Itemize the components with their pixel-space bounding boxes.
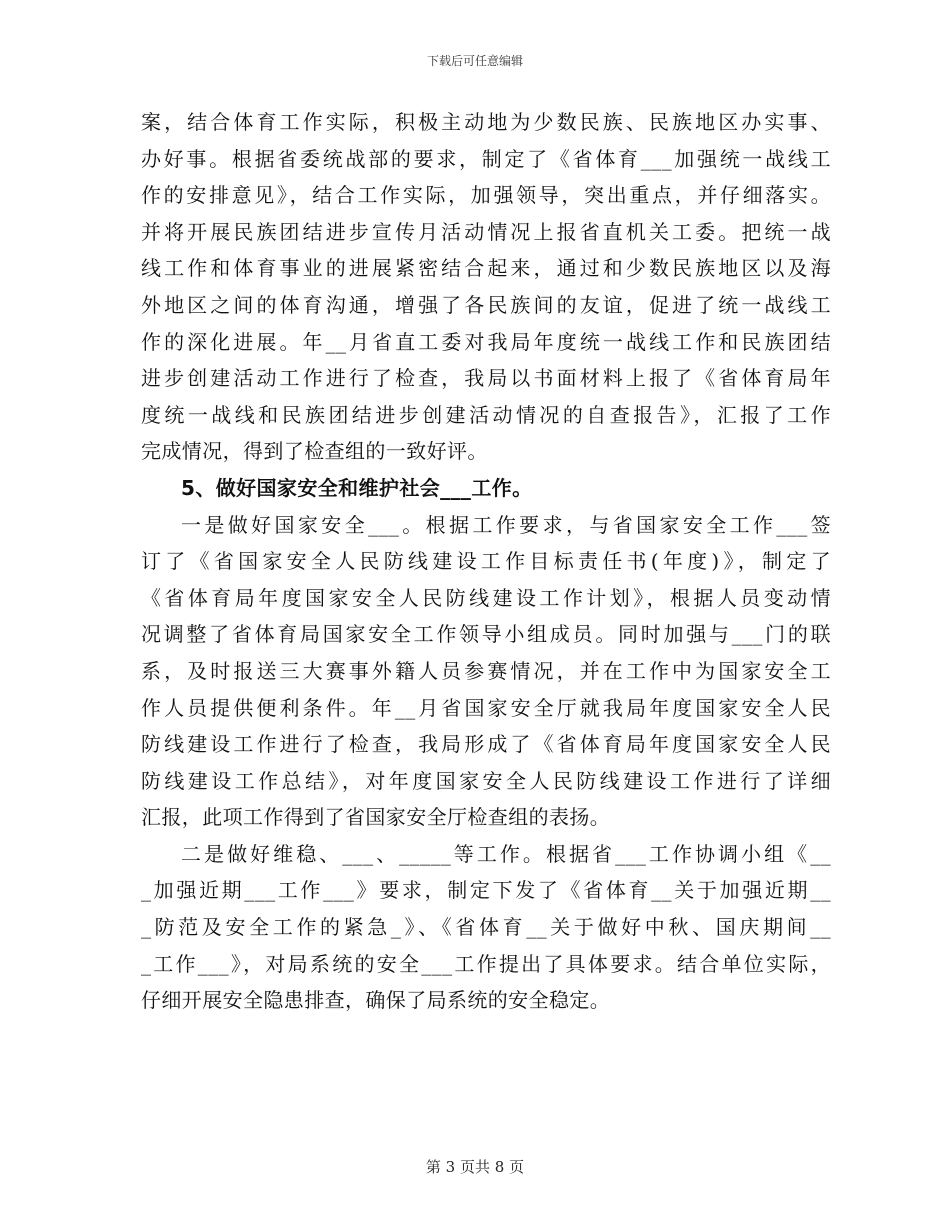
- text-line: 作人员提供便利条件。年__月省国家安全厅就我局年度国家安全人民: [141, 695, 831, 720]
- text-line: 仔细开展安全隐患排查，确保了局系统的安全稳定。: [141, 988, 611, 1013]
- text-line: 二是做好维稳、___、_____等工作。根据省___工作协调小组《__: [181, 841, 831, 866]
- document-body: [141, 104, 831, 1019]
- text-line: _工作___》，对局系统的安全___工作提出了具体要求。结合单位实际，: [141, 951, 831, 976]
- paragraph-stability: [141, 836, 831, 1019]
- text-line: 作的深化进展。年__月省直工委对我局年度统一战线工作和民族团结: [141, 329, 831, 354]
- text-line: 汇报，此项工作得到了省国家安全厅检查组的表扬。: [141, 805, 611, 830]
- text-line: 订了《省国家安全人民防线建设工作目标责任书(年度)》，制定了: [141, 549, 831, 574]
- text-line: 况调整了省体育局国家安全工作领导小组成员。同时加强与___门的联: [141, 622, 831, 647]
- text-line: 完成情况，得到了检查组的一致好评。: [141, 439, 488, 464]
- page-header: 下载后可任意编辑: [426, 54, 523, 68]
- text-line: 一是做好国家安全___。根据工作要求，与省国家安全工作___签: [181, 512, 831, 537]
- text-line: 防线建设工作进行了检查，我局形成了《省体育局年度国家安全人民: [141, 732, 831, 757]
- text-line: 外地区之间的体育沟通，增强了各民族间的友谊，促进了统一战线工: [141, 292, 831, 317]
- text-line: 进步创建活动工作进行了检查，我局以书面材料上报了《省体育局年: [141, 366, 831, 391]
- text-line: 《省体育局年度国家安全人民防线建设工作计划》，根据人员变动情: [141, 585, 831, 610]
- paragraph-national-security: [141, 507, 831, 836]
- text-line: 并将开展民族团结进步宣传月活动情况上报省直机关工委。把统一战: [141, 219, 831, 244]
- page-footer: 第 3 页共 8 页: [425, 1158, 525, 1176]
- text-line: _加强近期___工作___》要求，制定下发了《省体育__关于加强近期__: [141, 878, 831, 903]
- text-line: 防线建设工作总结》，对年度国家安全人民防线建设工作进行了详细: [141, 768, 831, 793]
- text-line: 办好事。根据省委统战部的要求，制定了《省体育___加强统一战线工: [141, 146, 831, 171]
- text-line: 度统一战线和民族团结进步创建活动情况的自查报告》，汇报了工作: [141, 402, 831, 427]
- section-heading: [141, 470, 831, 507]
- heading-text: 5、做好国家安全和维护社会___工作。: [181, 475, 533, 500]
- text-line: 系，及时报送三大赛事外籍人员参赛情况，并在工作中为国家安全工: [141, 658, 831, 683]
- text-line: 线工作和体育事业的进展紧密结合起来，通过和少数民族地区以及海: [141, 256, 831, 281]
- paragraph-united-front: [141, 104, 831, 470]
- text-line: 案，结合体育工作实际，积极主动地为少数民族、民族地区办实事、: [141, 110, 831, 134]
- text-line: _防范及安全工作的紧急_》、《省体育__关于做好中秋、国庆期间__: [141, 915, 831, 940]
- text-line: 作的安排意见》，结合工作实际，加强领导，突出重点，并仔细落实。: [141, 183, 831, 208]
